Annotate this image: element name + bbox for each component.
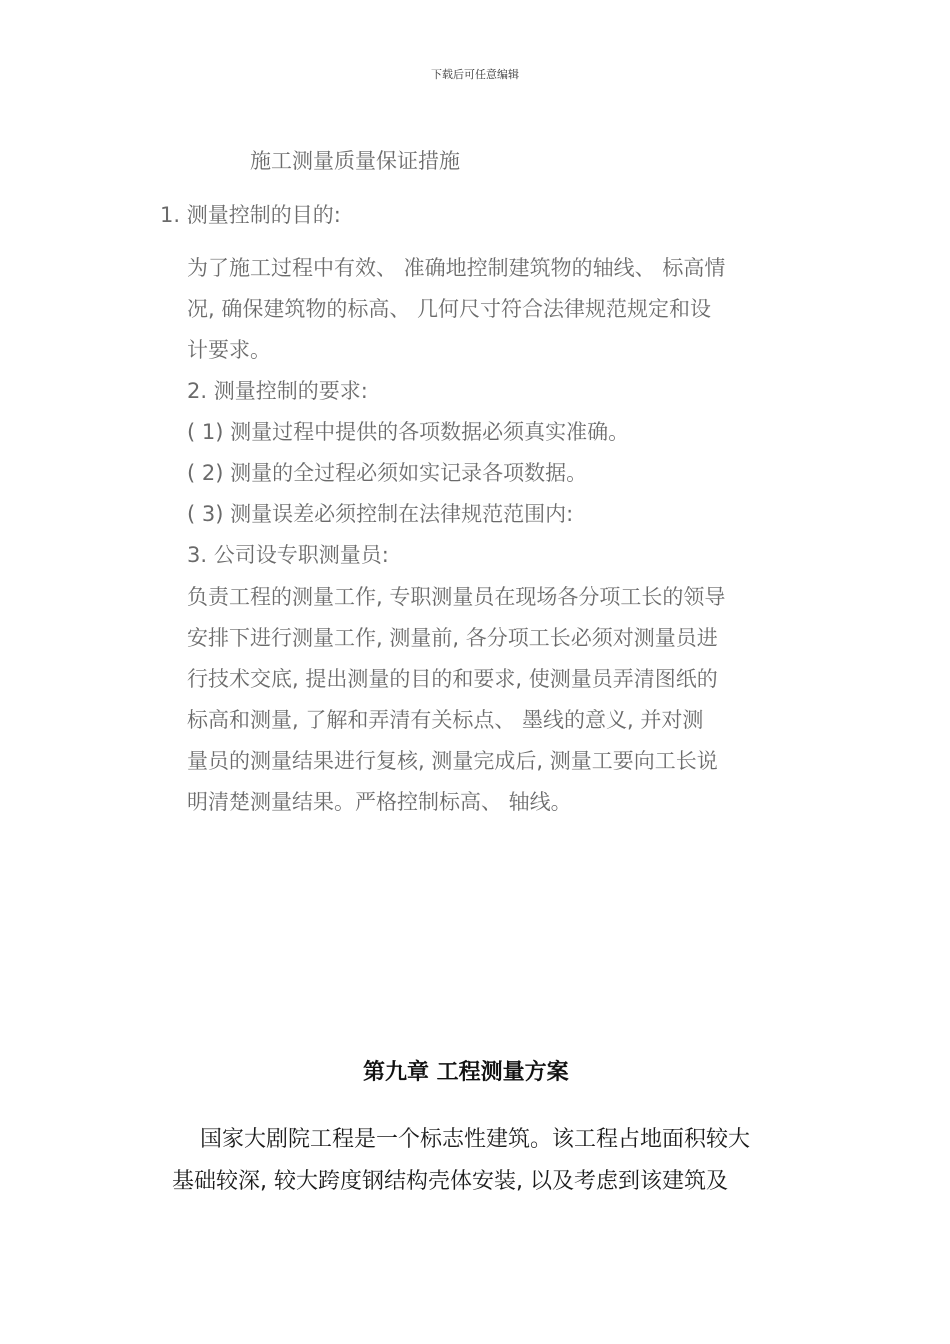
item3-line: 明清楚测量结果。严格控制标高、 轴线。 <box>187 790 572 814</box>
item3-line: 标高和测量, 了解和弄清有关标点、 墨线的意义, 并对测 <box>187 708 704 732</box>
section-title: 施工测量质量保证措施 <box>250 149 460 173</box>
item3-line: 量员的测量结果进行复核, 测量完成后, 测量工要向工长说 <box>187 749 718 773</box>
item3-line: 负责工程的测量工作, 专职测量员在现场各分项工长的领导 <box>187 585 726 609</box>
chapter-title: 第九章 工程测量方案 <box>363 1060 569 1085</box>
chapter-paragraph-line: 基础较深, 较大跨度钢结构壳体安装, 以及考虑到该建筑及 <box>172 1169 728 1194</box>
header-note: 下载后可任意编辑 <box>431 68 519 81</box>
item3-line: 行技术交底, 提出测量的目的和要求, 使测量员弄清图纸的 <box>187 667 718 691</box>
item1-line: 计要求。 <box>187 338 271 362</box>
item1-line: 为了施工过程中有效、 准确地控制建筑物的轴线、 标高情 <box>187 256 726 280</box>
item3-heading: 3. 公司设专职测量员: <box>187 543 389 567</box>
item3-line: 安排下进行测量工作, 测量前, 各分项工长必须对测量员进 <box>187 626 718 650</box>
item2-heading: 2. 测量控制的要求: <box>187 379 368 403</box>
item2-point: ( 3) 测量误差必须控制在法律规范范围内: <box>187 502 574 526</box>
item2-point: ( 2) 测量的全过程必须如实记录各项数据。 <box>187 461 588 485</box>
item1-heading: 1. 测量控制的目的: <box>160 203 341 227</box>
chapter-paragraph-line: 国家大剧院工程是一个标志性建筑。该工程占地面积较大 <box>200 1127 751 1152</box>
item1-line: 况, 确保建筑物的标高、 几何尺寸符合法律规范规定和设 <box>187 297 712 321</box>
item2-point: ( 1) 测量过程中提供的各项数据必须真实准确。 <box>187 420 630 444</box>
